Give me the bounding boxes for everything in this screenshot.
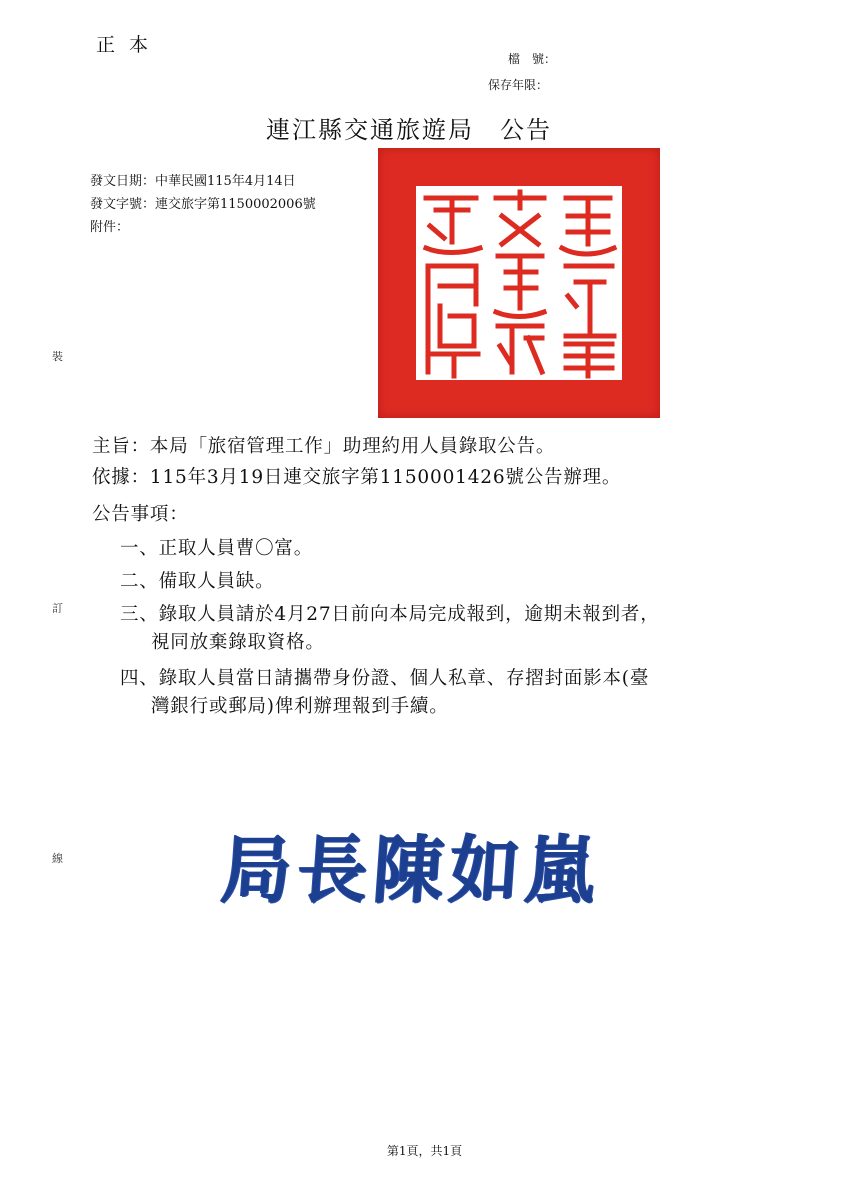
- document-title: 連江縣交通旅遊局 公告: [266, 116, 552, 144]
- item-4-line-1: 四、錄取人員當日請攜帶身份證、個人私章、存摺封面影本(臺: [120, 668, 650, 689]
- copy-mark: 正本: [96, 34, 163, 56]
- item-3-line-1: 三、錄取人員請於4月27日前向本局完成報到，逾期未報到者，: [120, 604, 660, 625]
- official-seal: [378, 148, 660, 418]
- binding-mark-ding: 訂: [52, 602, 63, 615]
- director-signature-stamp: 局長陳如嵐: [218, 826, 605, 914]
- item-1: 一、正取人員曹〇富。: [120, 538, 314, 559]
- page-number: 第1頁，共1頁: [386, 1144, 463, 1158]
- issue-date: 發文日期：中華民國115年4月14日: [90, 174, 296, 189]
- subject-line: 主旨：本局「旅宿管理工作」助理約用人員錄取公告。: [92, 436, 556, 457]
- items-heading: 公告事項：: [92, 504, 189, 525]
- binding-mark-xian: 線: [52, 852, 63, 865]
- binding-mark-zhuang: 裝: [52, 350, 63, 363]
- item-2: 二、備取人員缺。: [120, 571, 275, 592]
- attachment-label: 附件：: [90, 220, 130, 235]
- basis-line: 依據：115年3月19日連交旅字第1150001426號公告辦理。: [92, 467, 622, 488]
- file-number-label: 檔 號：: [508, 52, 557, 66]
- reference-number: 發文字號：連交旅字第1150002006號: [90, 197, 316, 212]
- item-3-line-2: 視同放棄錄取資格。: [151, 632, 325, 653]
- retention-period-label: 保存年限：: [488, 78, 549, 92]
- item-4-line-2: 灣銀行或郵局)俾利辦理報到手續。: [151, 696, 449, 717]
- seal-script-glyphs: [416, 186, 622, 380]
